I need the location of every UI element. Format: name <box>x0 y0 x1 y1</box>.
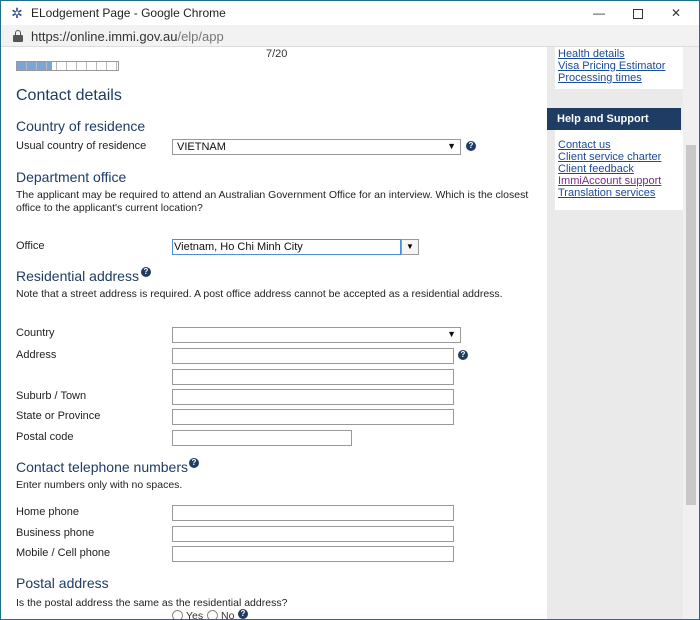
business-phone-label: Business phone <box>16 527 95 539</box>
help-icon[interactable]: ? <box>458 350 468 360</box>
country-label: Country <box>16 327 55 339</box>
state-input[interactable] <box>172 409 454 425</box>
usual-country-select[interactable] <box>172 139 461 155</box>
page-content <box>1 47 683 619</box>
section-country-of-residence: Country of residence <box>16 118 146 134</box>
help-and-support-heading: Help and Support <box>547 108 681 130</box>
office-dropdown-button[interactable] <box>401 239 419 255</box>
maximize-button[interactable] <box>623 3 653 23</box>
vertical-scrollbar[interactable] <box>683 47 699 619</box>
home-phone-input[interactable] <box>172 505 454 521</box>
residential-note: Note that a street address is required. A post office address cannot be accepted as a residential address. <box>16 288 503 300</box>
dropdown-arrow-icon: ▼ <box>447 329 456 339</box>
help-icon[interactable]: ? <box>238 609 248 619</box>
window-title: ELodgement Page - Google Chrome <box>31 6 226 20</box>
sidebar-link-health-details[interactable]: Health details <box>558 48 625 60</box>
sidebar-link-client-service-charter[interactable]: Client service charter <box>558 151 662 163</box>
mobile-phone-input[interactable] <box>172 546 454 562</box>
url-text[interactable] <box>31 29 224 44</box>
page-title: Contact details <box>16 87 122 104</box>
url-host: https://online.immi.gov.au <box>31 29 178 44</box>
section-department-office: Department office <box>16 169 127 185</box>
postal-code-label: Postal code <box>16 431 74 443</box>
home-phone-label: Home phone <box>16 506 79 518</box>
main-form <box>1 47 547 619</box>
postal-code-input[interactable] <box>172 430 352 446</box>
lock-icon <box>13 30 23 42</box>
scrollbar-thumb[interactable] <box>686 145 696 505</box>
address-label: Address <box>16 349 57 361</box>
section-residential-address: Residential address <box>16 268 139 284</box>
postal-yes-radio[interactable] <box>172 610 183 619</box>
url-path: /elp/app <box>177 29 224 44</box>
department-office-note: The applicant may be required to attend an Australian Government Office for an interview. Which is the closest office to the applicant's current location? <box>16 189 529 214</box>
suburb-input[interactable] <box>172 389 454 405</box>
dropdown-arrow-icon: ▼ <box>447 141 456 151</box>
postal-no-radio[interactable] <box>207 610 218 619</box>
title-bar <box>1 1 699 25</box>
section-postal-address: Postal address <box>16 575 109 591</box>
dropdown-arrow-icon: ▼ <box>406 242 414 251</box>
sidebar-link-processing-times[interactable]: Processing times <box>558 72 642 84</box>
sidebar-link-client-feedback[interactable]: Client feedback <box>558 163 634 175</box>
mobile-phone-label: Mobile / Cell phone <box>16 547 111 559</box>
sidebar-link-translation-services[interactable]: Translation services <box>558 187 656 199</box>
address-line1-input[interactable] <box>172 348 454 364</box>
sidebar <box>547 47 683 619</box>
postal-no-label: No <box>221 610 235 619</box>
suburb-label: Suburb / Town <box>16 390 87 402</box>
page-counter: 7/20 <box>266 48 288 60</box>
sidebar-link-contact-us[interactable]: Contact us <box>558 139 611 151</box>
progress-ticks <box>17 62 118 70</box>
help-links <box>555 130 683 210</box>
business-phone-input[interactable] <box>172 526 454 542</box>
country-select[interactable] <box>172 327 461 343</box>
minimize-button[interactable]: — <box>593 6 605 20</box>
postal-question: Is the postal address the same as the residential address? <box>16 597 288 609</box>
sidebar-link-visa-pricing[interactable]: Visa Pricing Estimator <box>558 60 666 72</box>
postal-yes-label: Yes <box>186 610 204 619</box>
usual-country-value: VIETNAM <box>177 141 226 153</box>
progress-bar <box>16 61 119 71</box>
sidebar-link-immiaccount-support[interactable]: ImmiAccount support <box>558 175 662 187</box>
state-label: State or Province <box>16 410 101 422</box>
address-line2-input[interactable] <box>172 369 454 385</box>
help-icon[interactable]: ? <box>466 141 476 151</box>
address-bar[interactable] <box>1 25 699 47</box>
office-input[interactable]: Vietnam, Ho Chi Minh City <box>172 239 401 255</box>
close-button[interactable]: ✕ <box>670 6 682 20</box>
office-label: Office <box>16 240 45 252</box>
help-icon[interactable]: ? <box>141 267 151 277</box>
sidebar-top-links <box>555 47 683 89</box>
help-icon[interactable]: ? <box>189 458 199 468</box>
gear-icon: ✲ <box>11 5 23 21</box>
maximize-icon <box>633 9 643 19</box>
section-contact-telephone: Contact telephone numbers <box>16 459 188 475</box>
usual-country-label: Usual country of residence <box>16 140 147 152</box>
telephone-note: Enter numbers only with no spaces. <box>16 479 183 491</box>
